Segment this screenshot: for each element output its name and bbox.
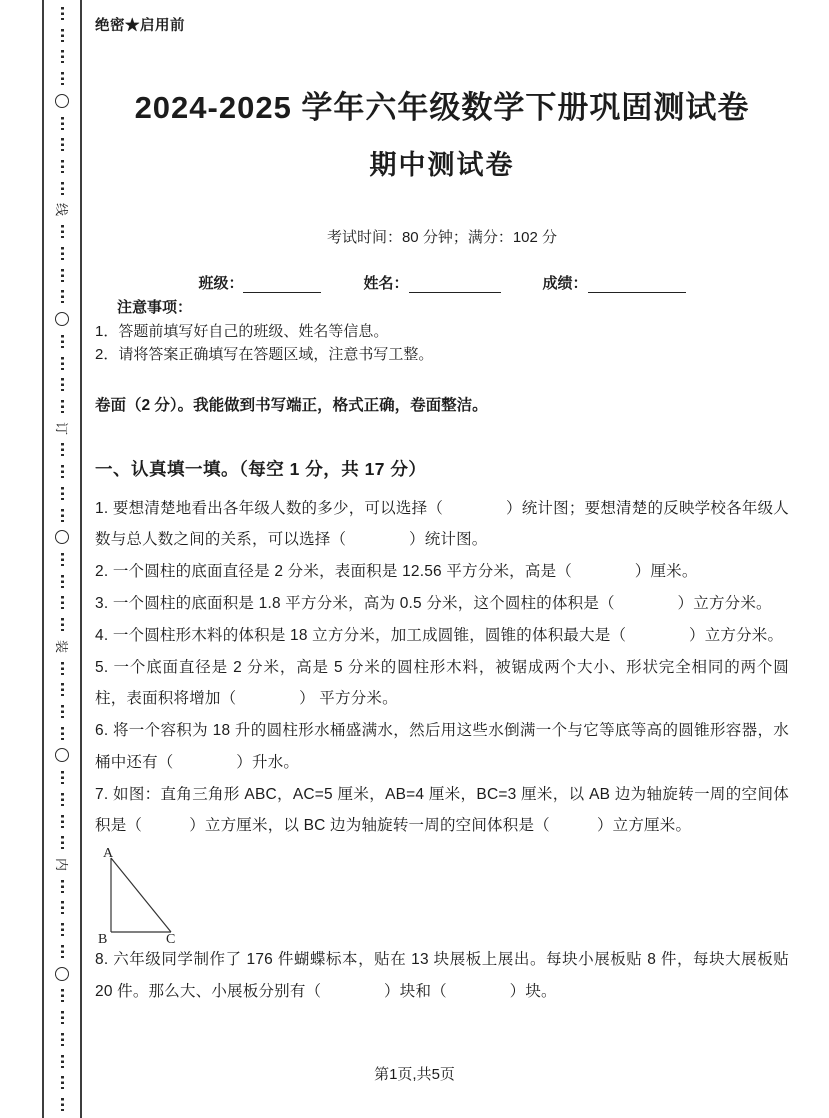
binding-dots	[61, 727, 64, 740]
binding-dots	[61, 945, 64, 958]
right-triangle-figure	[95, 844, 190, 944]
score-field-label: 成绩：	[542, 275, 588, 293]
binding-dots	[61, 901, 64, 914]
binding-dots	[61, 705, 64, 718]
question-7: 7. 如图：直角三角形 ABC，AC=5 厘米，AB=4 厘米，BC=3 厘米，以 AB 边为轴旋转一周的空间体积是（ ）立方厘米，以 BC 边为轴旋转一周的空间体积是（ ）立方厘米。	[95, 785, 789, 835]
exam-info: 考试时间：80 分钟；满分：102 分	[326, 228, 558, 246]
binding-dots	[61, 138, 64, 151]
binding-dots	[61, 683, 64, 696]
binding-dots	[61, 7, 64, 20]
binding-dots	[61, 1011, 64, 1024]
binding-char: 线	[54, 203, 70, 217]
notice-item-1: 1．答题前填写好自己的班级、姓名等信息。	[95, 322, 389, 340]
binding-char: 内	[54, 858, 70, 872]
binding-dots	[61, 269, 64, 282]
binding-dots	[61, 923, 64, 936]
binding-dots	[61, 880, 64, 893]
triangle-label-a: A	[103, 846, 114, 862]
triangle-label-b: B	[98, 932, 108, 945]
binding-dots	[61, 487, 64, 500]
binding-dots	[61, 247, 64, 260]
score-field-blank[interactable]	[588, 275, 686, 293]
binding-dots	[61, 771, 64, 784]
question-1: 1. 要想清楚地看出各年级人数的多少，可以选择（ ）统计图；要想清楚的反映学校各年级人数与总人数之间的关系，可以选择（ ）统计图。	[95, 499, 789, 549]
classification-label: 绝密★启用前	[95, 18, 185, 34]
name-field-blank[interactable]	[409, 275, 501, 293]
class-field-label: 班级：	[198, 275, 244, 293]
exam-title: 2024-2025 学年六年级数学下册巩固测试卷	[134, 90, 750, 125]
binding-dots	[61, 1033, 64, 1046]
section-1-heading: 一、认真填一填。（每空 1 分，共 17 分）	[95, 459, 427, 480]
binding-circle	[55, 312, 69, 326]
score-field	[543, 272, 686, 293]
page-number-footer: 第1页,共5页	[374, 1066, 455, 1083]
question-list	[95, 493, 789, 1008]
binding-dots	[61, 836, 64, 849]
question-6: 6. 将一个容积为 18 升的圆柱形水桶盛满水，然后用这些水倒满一个与它等底等高的圆锥形容器，水桶中还有（ ）升水。	[95, 722, 789, 771]
class-field	[198, 272, 321, 293]
binding-dots	[61, 553, 64, 566]
name-field-label: 姓名：	[363, 275, 409, 293]
binding-dots	[61, 596, 64, 609]
binding-dots	[61, 357, 64, 370]
binding-dots	[61, 160, 64, 173]
notice-section	[95, 296, 789, 366]
binding-strip	[42, 0, 82, 1118]
binding-dots	[61, 29, 64, 42]
binding-dots	[61, 50, 64, 63]
question-8: 8. 六年级同学制作了 176 件蝴蝶标本，贴在 13 块展板上展出。每块小展板贴 8 件，每块大展板贴 20 件。那么大、小展板分别有（ ）块和（ ）块。	[95, 951, 789, 1000]
student-fields-row	[95, 267, 789, 293]
binding-dots	[61, 465, 64, 478]
binding-dots	[61, 225, 64, 238]
binding-dots	[61, 335, 64, 348]
binding-dots	[61, 378, 64, 391]
triangle-label-c: C	[166, 932, 176, 945]
binding-char: 订	[54, 421, 70, 435]
page-content	[95, 0, 789, 1008]
binding-dots	[61, 662, 64, 675]
name-field	[363, 272, 500, 293]
binding-dots	[61, 117, 64, 130]
binding-dots	[61, 1098, 64, 1111]
binding-circle	[55, 530, 69, 544]
notice-item-2: 2．请将答案正确填写在答题区域，注意书写工整。	[95, 345, 434, 363]
neatness-statement: 卷面（2 分）。我能做到书写端正，格式正确，卷面整洁。	[95, 397, 488, 415]
question-5: 5. 一个底面直径是 2 分米，高是 5 分米的圆柱形木料，被锯成两个大小、形状完全相同的两个圆柱，表面积将增加（ ） 平方分米。	[95, 658, 789, 708]
binding-circle	[55, 748, 69, 762]
notice-heading: 注意事项：	[117, 299, 193, 317]
question-3: 3. 一个圆柱的底面积是 1.8 平方分米，高为 0.5 分米，这个圆柱的体积是（ ）立方分米。	[95, 595, 772, 613]
binding-dots	[61, 182, 64, 195]
binding-dots	[61, 290, 64, 303]
binding-dots	[61, 72, 64, 85]
binding-dots	[61, 443, 64, 456]
exam-subtitle: 期中测试卷	[369, 149, 515, 180]
binding-char: 装	[54, 639, 70, 653]
question-2: 2. 一个圆柱的底面直径是 2 分米，表面积是 12.56 平方分米，高是（ ）厘米。	[95, 563, 698, 581]
binding-dots	[61, 575, 64, 588]
binding-dots	[61, 400, 64, 413]
binding-circle	[55, 967, 69, 981]
binding-dots	[61, 618, 64, 631]
binding-dots	[61, 509, 64, 522]
binding-dots	[61, 793, 64, 806]
binding-circle	[55, 94, 69, 108]
binding-dots	[61, 989, 64, 1002]
question-4: 4. 一个圆柱形木料的体积是 18 立方分米，加工成圆锥，圆锥的体积最大是（ ）立方分米。	[95, 626, 784, 644]
class-field-blank[interactable]	[243, 275, 321, 293]
binding-dots	[61, 815, 64, 828]
